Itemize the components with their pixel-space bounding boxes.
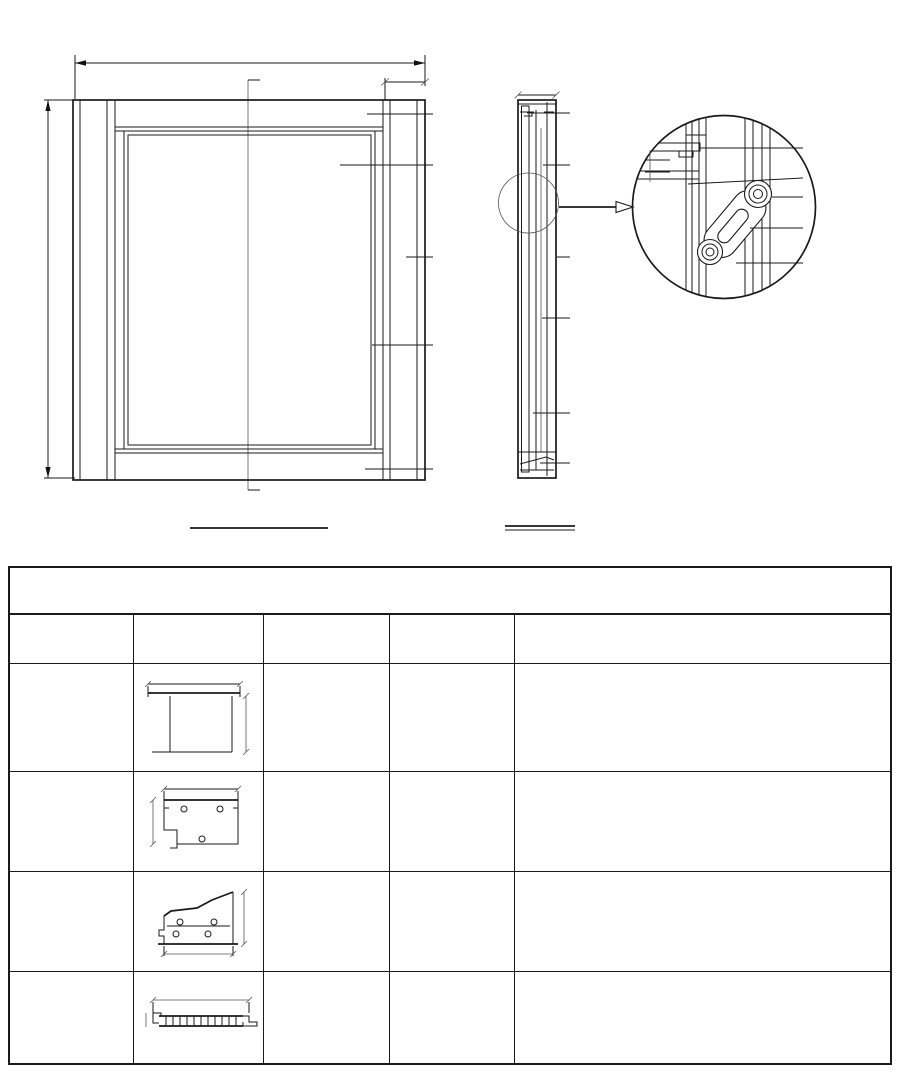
row3-profile-drawing	[134, 872, 264, 971]
row4-profile-drawing	[134, 972, 264, 1063]
bottom-beam-profile-sketch	[140, 876, 258, 968]
header-description	[515, 615, 890, 663]
blade-profile-sketch	[137, 989, 261, 1047]
table-row	[10, 664, 890, 772]
table-row	[10, 972, 890, 1063]
row1-description	[515, 664, 890, 771]
row3-name	[10, 872, 134, 971]
frame-profile-sketch	[140, 672, 258, 764]
top-beam-profile-sketch	[140, 778, 258, 866]
row1-name	[10, 664, 134, 771]
row4-name	[10, 972, 134, 1063]
table-title	[10, 568, 890, 615]
section-view	[499, 92, 634, 531]
row2-thickness	[390, 772, 515, 871]
row4-thickness	[390, 972, 515, 1063]
header-material-name	[10, 615, 134, 663]
front-view	[44, 55, 433, 528]
row3-material	[264, 872, 390, 971]
header-thickness	[390, 615, 515, 663]
row3-thickness	[390, 872, 515, 971]
header-material	[264, 615, 390, 663]
row1-profile-drawing	[134, 664, 264, 771]
header-structure	[134, 615, 264, 663]
detail-view	[633, 110, 816, 305]
table-row	[10, 872, 890, 972]
table-header-row	[10, 615, 890, 664]
row2-profile-drawing	[134, 772, 264, 871]
row4-material	[264, 972, 390, 1063]
row2-name	[10, 772, 134, 871]
row2-description	[515, 772, 890, 871]
row1-material	[264, 664, 390, 771]
table-row	[10, 772, 890, 872]
row2-material	[264, 772, 390, 871]
material-parameter-table	[8, 566, 892, 1065]
row3-description	[515, 872, 890, 971]
row4-description	[515, 972, 890, 1063]
row1-thickness	[390, 664, 515, 771]
